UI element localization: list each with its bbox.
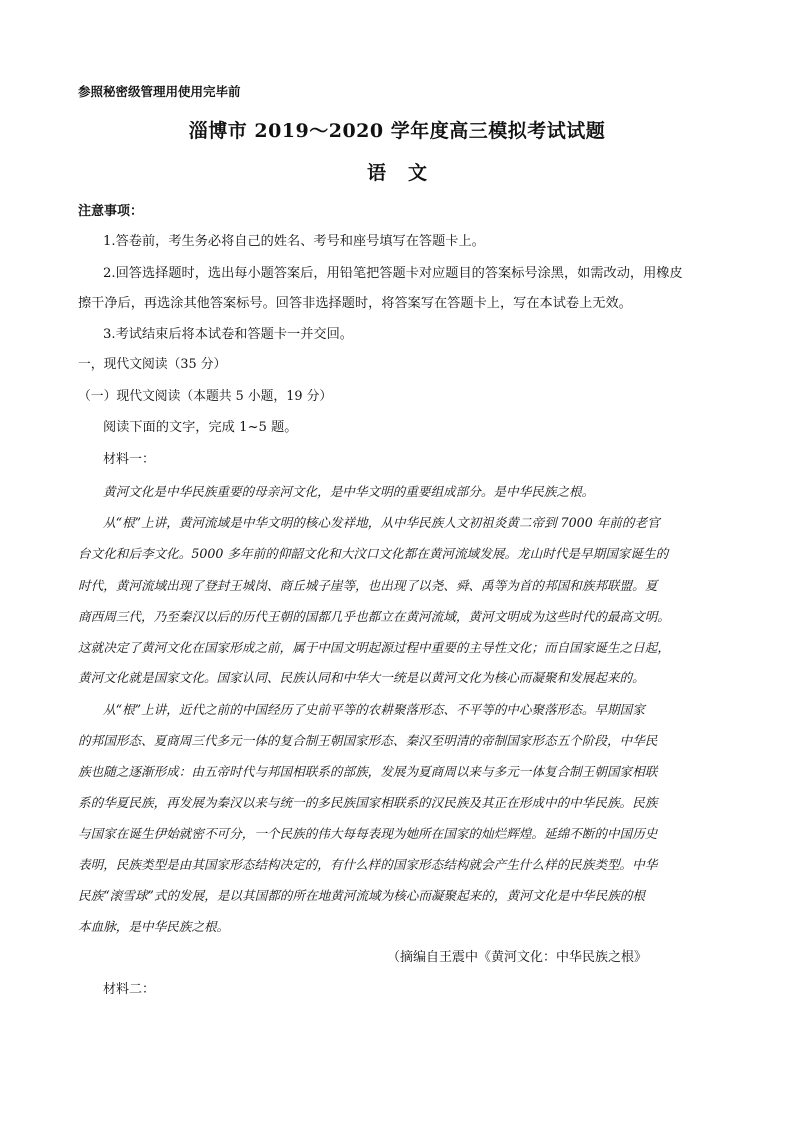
material1-p3-line-4: 系的华夏民族，再发展为秦汉以来与统一的多民族国家相联系的汉民族及其正在形成中的中华民族。民族 (78, 795, 658, 810)
part1-heading: 一，现代文阅读（35 分） (78, 357, 227, 372)
material1-p2-line-5: 这就决定了黄河文化在国家形成之前，属于中国文明起源过程中重要的主导性文化；而自国家诞生之日起， (78, 640, 670, 655)
material2-label: 材料二： (103, 982, 156, 997)
notice-item-2-line-2: 擦干净后，再选涂其他答案标号。回答非选择题时，将答案写在答题卡上，写在本试卷上无效。 (78, 296, 632, 311)
subsection1-heading: （一）现代文阅读（本题共 5 小题，19 分） (78, 389, 333, 404)
material1-p3-line-7: 民族“滚雪球”式的发展，是以其国都的所在地黄河流域为核心而凝聚起来的，黄河文化是中华民族的根 (78, 888, 646, 903)
material1-p2-line-2: 台文化和后李文化。5000 多年前的仰韶文化和大汶口文化都在黄河流域发展。龙山时代是早期国家诞生的 (78, 546, 669, 561)
notice-item-1: 1.答卷前，考生务必将自己的姓名、考号和座号填写在答题卡上。 (103, 234, 485, 249)
material1-label: 材料一： (103, 452, 156, 467)
material1-p3-line-6: 表明，民族类型是由其国家形态结构决定的，有什么样的国家形态结构就会产生什么样的民族类型。中华 (78, 857, 658, 872)
material1-p3-line-1: 从“根”上讲，近代之前的中国经历了史前平等的农耕聚落形态、不平等的中心聚落形态。早期国家 (103, 702, 645, 717)
material1-source: （摘编自王震中《黄河文化：中华民族之根》 (387, 950, 648, 965)
material1-p3-line-8: 本血脉，是中华民族之根。 (78, 919, 230, 934)
material1-p2-line-3: 时代，黄河流域出现了登封王城岗、商丘城子崖等，也出现了以尧、舜、禹等为首的邦国和族邦联盟。夏 (78, 578, 658, 593)
material1-paragraph-1: 黄河文化是中华民族重要的母亲河文化，是中华文明的重要组成部分。是中华民族之根。 (103, 484, 595, 499)
exam-subject: 语文 (366, 162, 449, 184)
material1-p2-line-1: 从“根”上讲，黄河流域是中华文明的核心发祥地，从中华民族人文初祖炎黄二帝到 7000 年前的老官 (103, 515, 660, 530)
notice-item-3: 3.考试结束后将本试卷和答题卡一并交回。 (103, 327, 353, 342)
notice-heading: 注意事项： (78, 204, 144, 219)
material1-p3-line-5: 与国家在诞生伊始就密不可分，一个民族的伟大每每表现为她所在国家的灿烂辉煌。延绵不断的中国历史 (78, 826, 658, 841)
exam-title: 淄博市 2019～2020 学年度高三模拟考试试题 (188, 120, 606, 142)
secret-level-note: 参照秘密级管理用使用完毕前 (78, 84, 241, 99)
material1-p2-line-6: 黄河文化就是国家文化。国家认同、民族认同和中华大一统是以黄河文化为核心而凝聚和发展起来的。 (78, 670, 645, 685)
reading-instruction: 阅读下面的文字，完成 1~5 题。 (103, 420, 298, 435)
notice-item-2-line-1: 2.回答选择题时，选出每小题答案后，用铅笔把答题卡对应题目的答案标号涂黑，如需改动，用橡皮 (103, 266, 683, 281)
material1-p2-line-4: 商西周三代，乃至秦汉以后的历代王朝的国都几乎也都立在黄河流域，黄河文明成为这些时代的最高文明。 (78, 609, 670, 624)
material1-p3-line-3: 族也随之逐渐形成：由五帝时代与邦国相联系的部族，发展为夏商周以来与多元一体复合制王朝国家相联 (78, 764, 658, 779)
material1-p3-line-2: 的邦国形态、夏商周三代多元一体的复合制王朝国家形态、秦汉至明清的帝制国家形态五个阶段，中华民 (78, 733, 658, 748)
